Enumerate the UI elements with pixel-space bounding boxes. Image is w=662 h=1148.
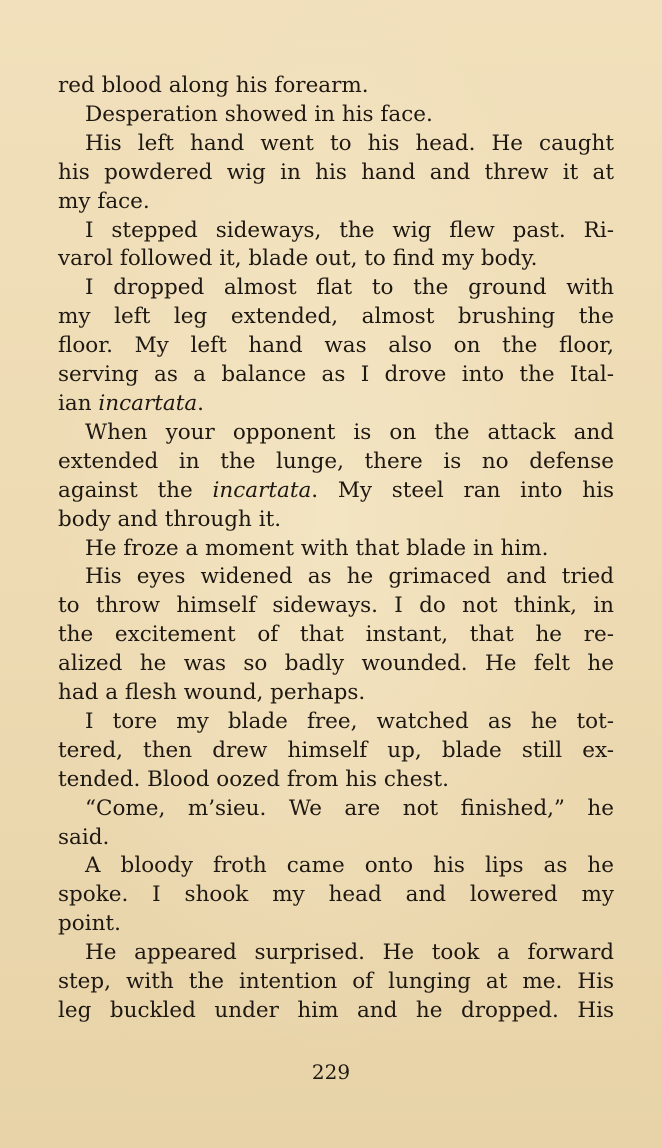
- text-line: to throw himself sideways. I do not think, in: [58, 593, 614, 619]
- italic-term: incartata: [98, 390, 198, 416]
- text-line: A bloody froth came onto his lips as he: [85, 853, 614, 879]
- text-line: I dropped almost flat to the ground with: [85, 275, 614, 301]
- italic-term: incartata: [212, 477, 312, 503]
- text-line: I stepped sideways, the wig flew past. Ri-: [85, 217, 614, 243]
- page-number: 229: [311, 1060, 351, 1084]
- text-line: red blood along his forearm.: [58, 73, 369, 98]
- text-fragment: ian: [58, 390, 99, 416]
- text-line: had a flesh wound, perhaps.: [58, 680, 366, 706]
- text-line: spoke. I shook my head and lowered my: [58, 882, 614, 908]
- text-line: His left hand went to his head. He caught: [85, 130, 614, 156]
- text-line: my face.: [58, 188, 150, 214]
- text-line: extended in the lunge, there is no defense: [58, 448, 614, 474]
- text-line: His eyes widened as he grimaced and tried: [85, 564, 614, 590]
- text-line: varol followed it, blade out, to find my body.: [58, 246, 538, 272]
- text-line: said.: [58, 824, 110, 850]
- text-fragment: against the: [58, 477, 213, 503]
- text-line: serving as a balance as I drove into the Ital-: [58, 362, 614, 388]
- text-line: He froze a moment with that blade in him.: [85, 535, 549, 561]
- text-line: point.: [58, 911, 121, 937]
- text-line: alized he was so badly wounded. He felt he: [58, 651, 614, 677]
- text-line: Desperation showed in his face.: [85, 101, 433, 127]
- text-line: tered, then drew himself up, blade still ex-: [58, 737, 614, 763]
- text-line: floor. My left hand was also on the floor,: [58, 333, 614, 359]
- text-line: I tore my blade free, watched as he tot-: [85, 708, 614, 734]
- text-fragment: . My steel ran into his: [311, 477, 614, 503]
- text-line: tended. Blood oozed from his chest.: [58, 766, 449, 792]
- text-line: [58, 390, 614, 419]
- text-line: “Come, m’sieu. We are not finished,” he: [85, 795, 614, 821]
- text-line: He appeared surprised. He took a forward: [85, 940, 614, 966]
- text-line: [58, 477, 614, 506]
- text-line: When your opponent is on the attack and: [85, 419, 614, 445]
- text-line: body and through it.: [58, 506, 282, 532]
- text-line: leg buckled under him and he dropped. His: [58, 998, 614, 1023]
- text-line: the excitement of that instant, that he re-: [58, 622, 614, 648]
- text-line: his powdered wig in his hand and threw it at: [58, 159, 614, 185]
- text-fragment: .: [197, 390, 205, 416]
- text-line: step, with the intention of lunging at me. His: [58, 969, 614, 995]
- text-line: my left leg extended, almost brushing the: [58, 304, 614, 330]
- body-text: [58, 72, 614, 1026]
